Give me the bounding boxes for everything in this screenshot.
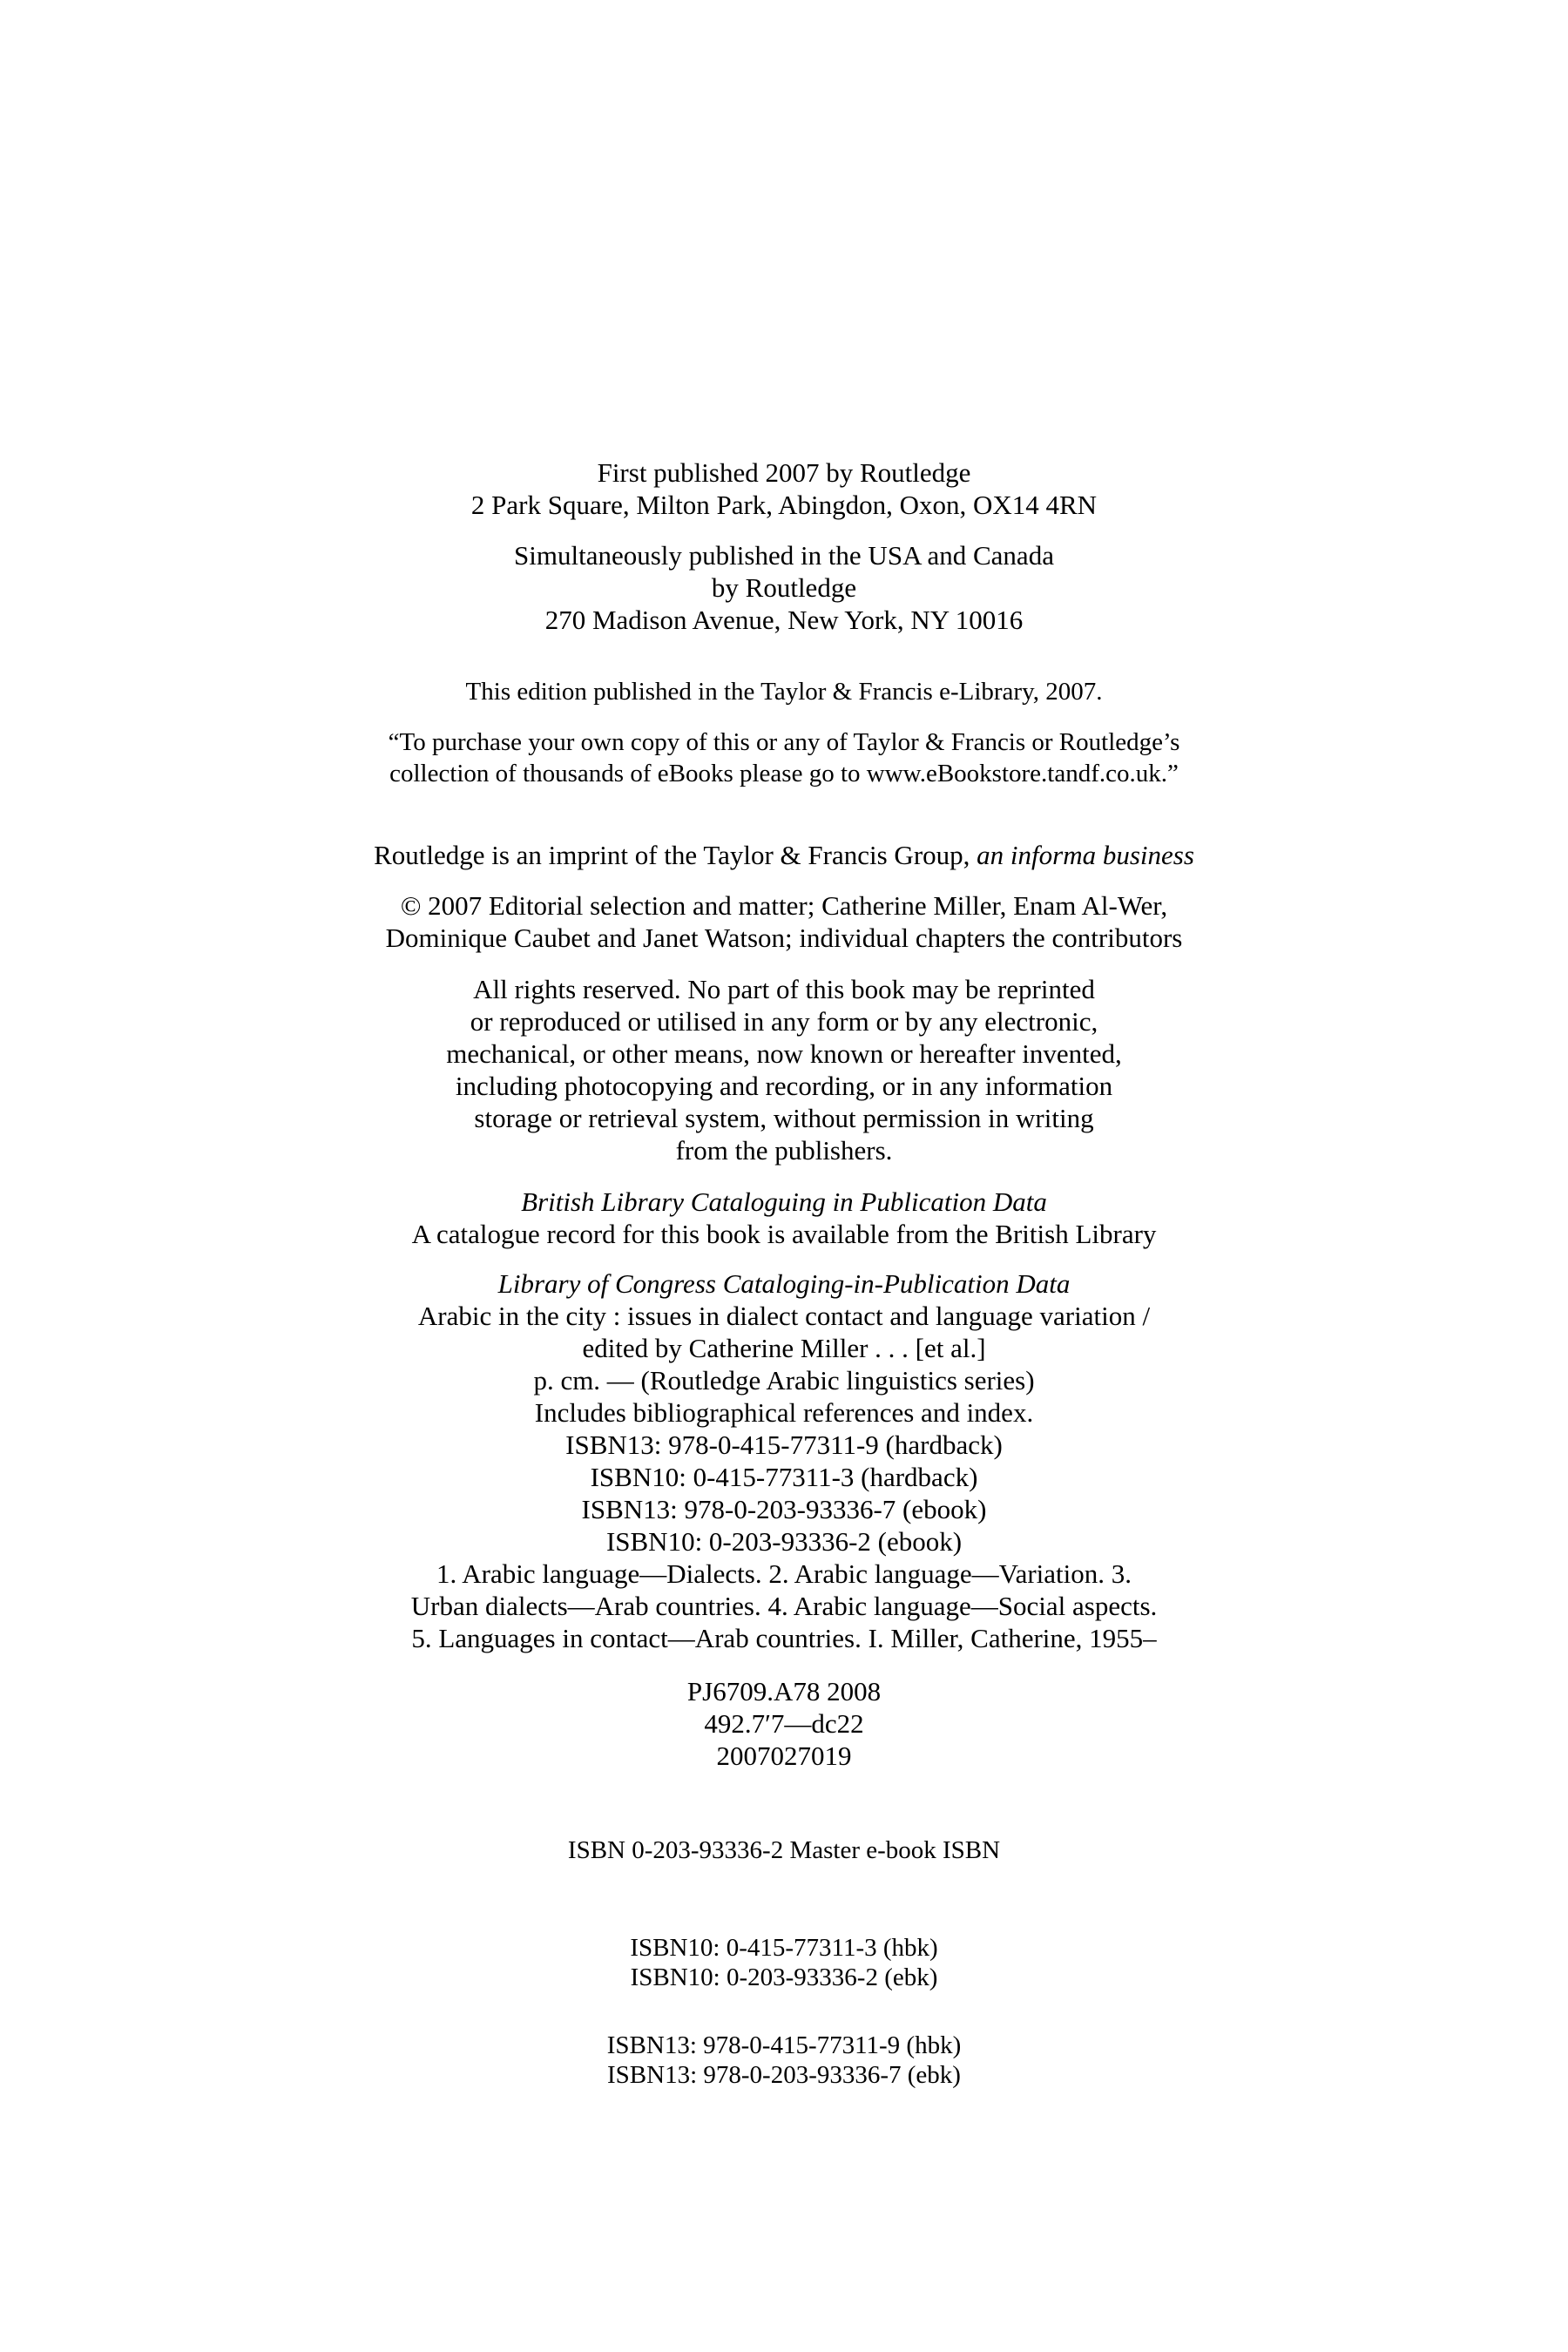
rights-line: All rights reserved. No part of this book may be reprinted: [473, 974, 1095, 1004]
rights-line: from the publishers.: [675, 1135, 893, 1166]
loc-line: 1. Arabic language—Dialects. 2. Arabic language—Variation. 3.: [436, 1558, 1132, 1589]
usa-line: Simultaneously published in the USA and Canada: [514, 540, 1054, 571]
isbn10-hbk: ISBN10: 0-415-77311-3 (hbk): [630, 1934, 938, 1962]
master-isbn-text: ISBN 0-203-93336-2 Master e-book ISBN: [567, 1836, 1001, 1864]
loc-line: ISBN10: 0-203-93336-2 (ebook): [605, 1526, 963, 1557]
rights-line: mechanical, or other means, now known or hereafter invented,: [446, 1038, 1122, 1069]
rights-line: or reproduced or utilised in any form or by any electronic,: [470, 1006, 1098, 1037]
purchase-note: [0, 727, 1568, 789]
loc-line: Arabic in the city : issues in dialect contact and language variation /: [417, 1301, 1151, 1331]
loc-line: ISBN13: 978-0-415-77311-9 (hardback): [565, 1429, 1003, 1460]
imprint-text: Routledge is an imprint of the Taylor & Francis Group,: [374, 840, 977, 870]
loc-line: Includes bibliographical references and index.: [534, 1397, 1034, 1428]
isbn13-block: [0, 2031, 1568, 2090]
isbn10-ebk: ISBN10: 0-203-93336-2 (ebk): [630, 1963, 938, 1991]
elibrary-edition-text: This edition published in the Taylor & Francis e-Library, 2007.: [465, 678, 1103, 706]
imprint-line: [0, 839, 1568, 871]
british-library-block: [0, 1186, 1568, 1250]
usa-publisher: by Routledge: [711, 572, 857, 603]
publisher-block: [0, 456, 1568, 521]
classification-line: 492.7′7—dc22: [704, 1708, 864, 1739]
classification-line: PJ6709.A78 2008: [686, 1676, 882, 1707]
loc-line: Urban dialects—Arab countries. 4. Arabic language—Social aspects.: [410, 1591, 1158, 1621]
publisher-address: 2 Park Square, Milton Park, Abingdon, Oxon, OX14 4RN: [470, 490, 1098, 520]
usa-block: [0, 539, 1568, 636]
imprint-tagline: an informa business: [977, 840, 1194, 870]
rights-line: storage or retrieval system, without permission in writing: [474, 1103, 1094, 1133]
classification-block: [0, 1675, 1568, 1772]
isbn10-block: [0, 1933, 1568, 1992]
classification-line: 2007027019: [716, 1740, 852, 1771]
purchase-line: “To purchase your own copy of this or any of Taylor & Francis or Routledge’s: [388, 728, 1180, 756]
rights-line: including photocopying and recording, or in any information: [455, 1071, 1113, 1101]
rights-block: [0, 973, 1568, 1166]
copyright-line: © 2007 Editorial selection and matter; Catherine Miller, Enam Al-Wer,: [400, 890, 1168, 921]
isbn13-hbk: ISBN13: 978-0-415-77311-9 (hbk): [606, 2031, 962, 2059]
loc-line: ISBN10: 0-415-77311-3 (hardback): [590, 1462, 978, 1492]
copyright-block: [0, 889, 1568, 954]
loc-line: p. cm. — (Routledge Arabic linguistics series): [533, 1365, 1035, 1396]
purchase-line: collection of thousands of eBooks please go to www.eBookstore.tandf.co.uk.”: [389, 760, 1179, 787]
british-library-heading: British Library Cataloguing in Publication Data: [521, 1186, 1047, 1217]
loc-line: ISBN13: 978-0-203-93336-7 (ebook): [581, 1494, 987, 1524]
british-library-text: A catalogue record for this book is available from the British Library: [411, 1219, 1157, 1249]
isbn13-ebk: ISBN13: 978-0-203-93336-7 (ebk): [607, 2061, 961, 2089]
loc-block: [0, 1267, 1568, 1654]
publisher-line: First published 2007 by Routledge: [597, 457, 971, 488]
usa-address: 270 Madison Avenue, New York, NY 10016: [544, 605, 1024, 635]
loc-heading: Library of Congress Cataloging-in-Publication Data: [497, 1268, 1071, 1299]
master-isbn: [0, 1835, 1568, 1865]
copyright-line: Dominique Caubet and Janet Watson; individual chapters the contributors: [385, 923, 1183, 953]
loc-line: edited by Catherine Miller . . . [et al.]: [582, 1333, 986, 1363]
elibrary-edition: [0, 677, 1568, 706]
loc-line: 5. Languages in contact—Arab countries. I. Miller, Catherine, 1955–: [411, 1623, 1157, 1653]
